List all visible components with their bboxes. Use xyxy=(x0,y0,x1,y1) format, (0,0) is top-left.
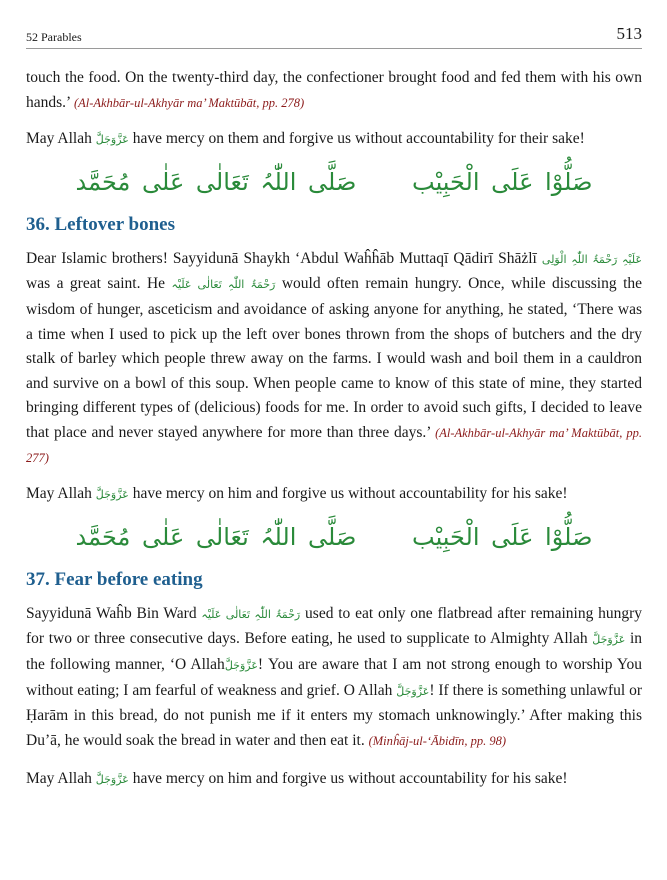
citation: (Al-Akhbār-ul-Akhyār ma’ Maktūbāt, pp. 278) xyxy=(73,95,305,110)
paragraph-text: was a great saint. He xyxy=(26,275,166,293)
page-body xyxy=(26,66,642,793)
paragraph-text: Dear Islamic brothers! Sayyidunā Shaykh ‘Abdul Waĥĥāb Muttaqī Qādirī Shāżlī xyxy=(26,249,537,267)
durood-line xyxy=(26,153,642,211)
paragraph-text: used to eat only one flatbread after remaining hungry for two or three consecutive days. Before eating, he used to supplicate to Almighty Allah xyxy=(26,604,643,648)
paragraph-continuation xyxy=(26,66,642,115)
paragraph-text: touch the food. On the twenty-third day, the confectioner brought food and fed them with his own hands.’ xyxy=(26,69,642,111)
durood-right: صَلُّوْا عَلَی الْحَبِیْب xyxy=(412,522,593,551)
honorific-glyph: عَزَّوَجَلَّ xyxy=(95,133,129,147)
mercy-text-end: have mercy on him and forgive us without accountability for his sake! xyxy=(132,770,568,788)
honorific-glyph: عَزَّوَجَلَّ xyxy=(396,684,430,698)
honorific-glyph: عَلَیْہِ رَحْمَۃُ اللّٰہِ الْوَلِی xyxy=(541,252,643,266)
mercy-text-end: have mercy on him and forgive us without accountability for his sake! xyxy=(132,485,568,503)
honorific-glyph: عَزَّوَجَلَّ xyxy=(224,658,258,672)
honorific-glyph: عَزَّوَجَلَّ xyxy=(95,488,129,502)
durood-left: صَلَّی اللّٰہُ تَعَالٰی عَلٰی مُحَمَّد xyxy=(75,167,357,196)
honorific-glyph: عَزَّوَجَلَّ xyxy=(95,773,129,787)
section-heading-36: 36. Leftover bones xyxy=(26,213,175,235)
mercy-prayer xyxy=(26,482,642,508)
paragraph-text: in the following manner, ‘O Allah xyxy=(26,630,643,673)
section-37-paragraph xyxy=(26,602,642,754)
paragraph-text: ! If there is something unlawful or Ḥarām in this bread, do not punish me if it enters my stomach unknowingly.’ After making this Du’ā, he would soak the bread in water and then eat it. xyxy=(26,681,643,749)
section-36-paragraph xyxy=(26,247,642,470)
mercy-prayer xyxy=(26,767,642,793)
page-number: 513 xyxy=(616,24,642,43)
mercy-text-start: May Allah xyxy=(26,485,92,503)
running-header xyxy=(26,22,642,49)
book-title: 52 Parables xyxy=(26,30,82,44)
paragraph-text: would often remain hungry. Once, while discussing the wisdom of hunger, asceticism and avoidance of asking anyone for anything, he stated, ‘There was a time when I used to pick up the left over bones thrown from the shops of butchers and the dry stalk of barley which people threw away on the farms. I would wash and boil them in a cauldron and survive on a bowl of this soup. When people came to know of this state of mine, they started bringing different types of (delicious) foods for me. In order to avoid such gifts, I decided to leave that place and never stayed anywhere for more than three days.’ xyxy=(26,275,643,441)
mercy-prayer xyxy=(26,127,642,153)
section-heading-37: 37. Fear before eating xyxy=(26,568,203,590)
mercy-text-start: May Allah xyxy=(26,770,92,788)
mercy-text-start: May Allah xyxy=(26,130,92,148)
honorific-glyph: رَحْمَۃُ اللّٰہِ تَعَالٰی عَلَیْہ xyxy=(201,607,301,621)
durood-line xyxy=(26,508,642,566)
durood-left: صَلَّی اللّٰہُ تَعَالٰی عَلٰی مُحَمَّد xyxy=(75,522,357,551)
paragraph-text: Sayyidunā Waĥb Bin Ward xyxy=(26,604,197,622)
citation: (Minĥāj-ul-‘Ābidīn, pp. 98) xyxy=(368,733,507,748)
paragraph-text: ! You are aware that I am not strong enough to worship You without eating; I am fearful of weakness and grief. O Allah xyxy=(26,655,642,699)
honorific-glyph: رَحْمَۃُ اللّٰہِ تَعَالٰی عَلَیْہ xyxy=(171,278,276,292)
durood-right: صَلُّوْا عَلَی الْحَبِیْب xyxy=(412,167,593,196)
honorific-glyph: عَزَّوَجَلَّ xyxy=(592,633,626,647)
citation: (Al-Akhbār-ul-Akhyār ma’ Maktūbāt, pp. 277) xyxy=(26,425,642,465)
mercy-text-end: have mercy on them and forgive us without accountability for their sake! xyxy=(132,130,585,148)
